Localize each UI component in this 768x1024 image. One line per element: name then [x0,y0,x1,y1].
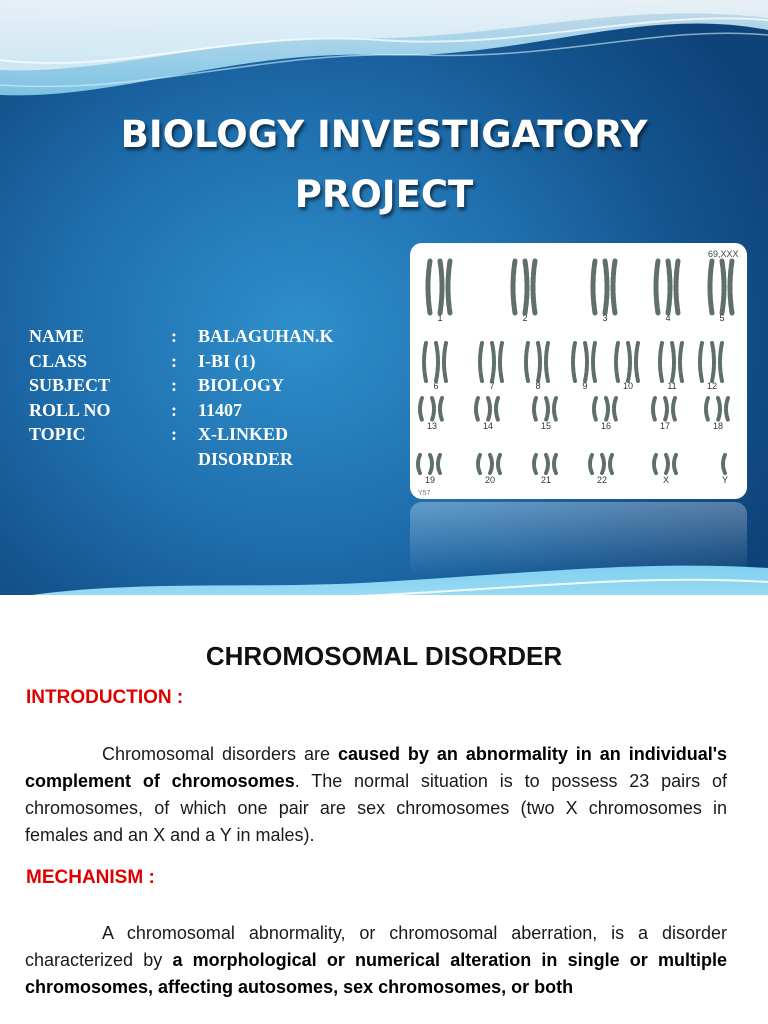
chromosome-21 [546,455,548,473]
chromosome-number-Y: Y [721,475,729,485]
chromosome-layer [418,261,732,473]
chromosome-6 [444,343,446,381]
slide-title-line-1: BIOLOGY INVESTIGATORY [120,113,648,156]
chromosome-22 [610,455,612,473]
introduction-heading: INTRODUCTION : [26,687,184,708]
chromosome-14 [488,398,490,420]
chromosome-16 [606,398,608,420]
chromosome-4 [668,261,670,313]
chromosome-13 [432,398,434,420]
chromosome-17 [653,398,655,420]
chromosome-20 [478,455,480,473]
chromosome-21 [534,455,536,473]
introduction-paragraph [25,741,727,849]
chromosome-17 [665,398,667,420]
chromosome-3 [593,261,595,313]
content-slide [0,595,768,1024]
karyotype-corner-text: Y57 [418,490,431,497]
chromosome-10 [616,343,618,381]
chromosome-20 [490,455,492,473]
chromosome-11 [672,343,674,381]
chromosome-number-3: 3 [602,313,608,323]
chromosome-11 [660,343,662,381]
chromosome-17 [673,398,675,420]
chromosome-number-10: 10 [622,381,634,391]
chromosome-18 [718,398,720,420]
chromosome-9 [593,343,595,381]
chromosome-4 [676,261,678,313]
chromosome-1 [448,261,450,313]
chromosome-2 [533,261,535,313]
chromosome-16 [594,398,596,420]
intro-bold-text: caused by an abnormality in an individual's complement of chromosomes [25,744,727,791]
chromosome-1 [440,261,442,313]
info-colon: : [171,424,177,444]
info-row-class [29,349,378,374]
chromosome-8 [546,343,548,381]
info-colon: : [171,399,177,420]
info-colon-blank [171,447,198,472]
info-row-name [29,324,378,349]
chromosome-number-4: 4 [665,313,671,323]
chromosome-5 [710,261,712,313]
chromosome-3 [605,261,607,313]
info-colon: : [171,375,177,395]
info-value: BIOLOGY [198,375,285,395]
karyotype-label: 69,XXX [708,249,739,259]
chromosome-18 [726,398,728,420]
chromosome-number-22: 22 [596,475,608,485]
chromosome-8 [526,343,528,381]
info-label: NAME [29,326,84,346]
info-row-topic-cont [29,447,378,472]
chromosome-number-13: 13 [426,421,438,431]
intro-text-2: . The normal situation is to possess 23 pairs of chromosomes, of which one pair are sex chromosomes (two X chromosomes in females and an X and a Y in males). [25,771,727,845]
chromosome-number-8: 8 [535,381,541,391]
chromosome-14 [476,398,478,420]
chromosome-number-X: X [662,475,670,485]
chromosome-number-21: 21 [540,475,552,485]
info-label: SUBJECT [29,375,111,395]
chromosome-number-12: 12 [706,381,718,391]
chromosome-number-16: 16 [600,421,612,431]
chromosome-4 [656,261,658,313]
chromosome-12 [720,343,722,381]
student-info-table [29,324,378,471]
chromosome-19 [438,455,440,473]
chromosome-12 [712,343,714,381]
info-value: I-BI (1) [198,350,256,371]
chromosome-1 [428,261,430,313]
info-value: BALAGUHAN.K [198,326,334,346]
chromosome-number-19: 19 [424,475,436,485]
info-row-topic [29,422,378,447]
mechanism-paragraph [25,920,727,1001]
slide-title [0,105,768,225]
chromosome-18 [706,398,708,420]
intro-text-1: Chromosomal disorders are [102,744,338,764]
info-colon: : [171,326,177,346]
chromosome-number-7: 7 [489,381,495,391]
chromosome-21 [554,455,556,473]
karyotype-drawing [410,243,747,499]
chromosome-number-15: 15 [540,421,552,431]
chromosome-22 [590,455,592,473]
mech-bold-text: a morphological or numerical alteration in single or multiple chromosomes, affecting autosomes, sex chromosomes, or both [25,950,727,997]
chromosome-19 [418,455,420,473]
info-row-subject [29,373,378,398]
chromosome-9 [573,343,575,381]
chromosome-7 [500,343,502,381]
chromosome-6 [436,343,438,381]
info-label: CLASS [29,350,88,371]
slide-title-line-2: PROJECT [294,173,474,216]
chromosome-2 [525,261,527,313]
mech-text-1: A chromosomal abnormality, or chromosomal aberration, is a disorder characterized by [25,923,727,970]
chromosome-11 [680,343,682,381]
chromosome-10 [636,343,638,381]
info-label [29,447,171,472]
chromosome-5 [722,261,724,313]
chromosome-3 [613,261,615,313]
chromosome-8 [538,343,540,381]
chromosome-5 [730,261,732,313]
mechanism-heading: MECHANISM : [26,867,155,888]
chromosome-2 [513,261,515,313]
chromosome-number-layer [425,313,728,485]
chromosome-Y [723,455,725,473]
info-row-roll-no [29,398,378,423]
chromosome-15 [546,398,548,420]
chromosome-number-18: 18 [712,421,724,431]
chromosome-15 [534,398,536,420]
chromosome-number-5: 5 [719,313,725,323]
chromosome-22 [602,455,604,473]
chromosome-13 [420,398,422,420]
chromosome-13 [440,398,442,420]
chromosome-X [654,455,656,473]
chromosome-12 [700,343,702,381]
chromosome-7 [492,343,494,381]
karyotype-image [410,243,747,499]
chromosome-16 [614,398,616,420]
chromosome-X [674,455,676,473]
chromosome-14 [496,398,498,420]
chromosome-number-14: 14 [482,421,494,431]
info-value: 11407 [198,399,243,420]
info-colon: : [171,350,177,371]
chromosome-number-6: 6 [433,381,439,391]
chromosome-number-1: 1 [437,313,443,323]
chromosome-19 [430,455,432,473]
top-wave-decoration [0,0,768,110]
section-title: CHROMOSOMAL DISORDER [205,641,563,671]
info-value: X-LINKED [198,424,289,444]
chromosome-6 [424,343,426,381]
chromosome-9 [585,343,587,381]
chromosome-number-11: 11 [667,381,677,391]
chromosome-number-2: 2 [522,313,528,323]
info-label: TOPIC [29,424,86,444]
chromosome-X [666,455,668,473]
chromosome-20 [498,455,500,473]
info-label: ROLL NO [29,399,111,420]
chromosome-number-9: 9 [582,381,588,391]
bottom-wave-decoration [0,560,768,595]
chromosome-number-17: 17 [659,421,671,431]
chromosome-7 [480,343,482,381]
info-value: DISORDER [198,448,294,469]
chromosome-10 [628,343,630,381]
chromosome-15 [554,398,556,420]
chromosome-number-20: 20 [484,475,496,485]
